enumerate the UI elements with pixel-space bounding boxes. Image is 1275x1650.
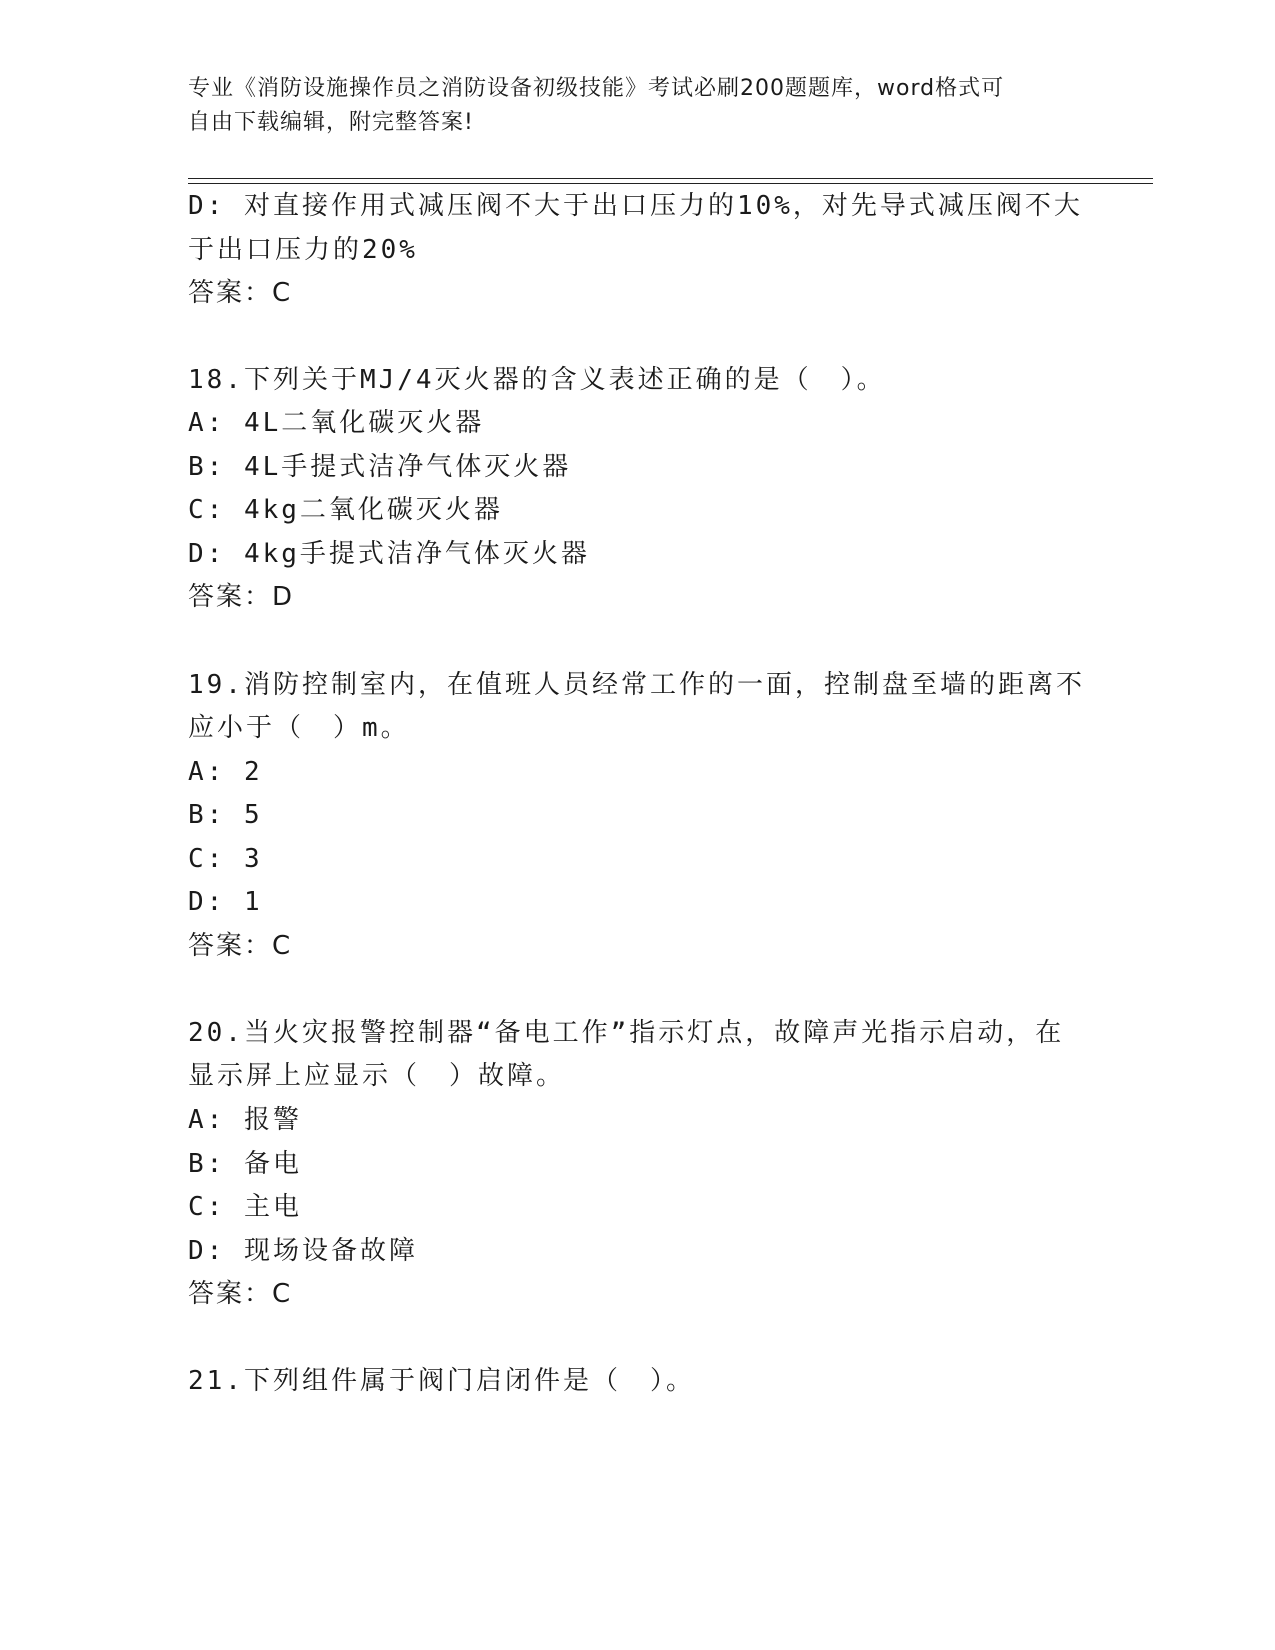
q17-option-d-line1: D: 对直接作用式减压阀不大于出口压力的10%，对先导式减压阀不大 xyxy=(188,191,1083,221)
q19-stem-line2: 应小于（ ）m。 xyxy=(188,713,410,743)
q19-option-c: C: 3 xyxy=(188,844,263,874)
q18-stem: 18.下列关于MJ/4灭火器的含义表述正确的是（ ）。 xyxy=(188,365,886,395)
q20-stem-line1: 20.当火灾报警控制器“备电工作”指示灯点，故障声光指示启动，在 xyxy=(188,1018,1065,1048)
q20-option-a: A: 报警 xyxy=(188,1105,302,1135)
q19-answer: 答案：C xyxy=(188,931,293,961)
q20-stem-line2: 显示屏上应显示（ ）故障。 xyxy=(188,1061,566,1091)
q19-option-d: D: 1 xyxy=(188,887,263,917)
header-title-line2: 自由下载编辑，附完整答案! xyxy=(188,110,474,135)
q19-option-a: A: 2 xyxy=(188,757,263,787)
q18-option-c: C: 4kg二氧化碳灭火器 xyxy=(188,495,503,525)
q18-option-b: B: 4L手提式洁净气体灭火器 xyxy=(188,452,572,482)
header-divider-top xyxy=(188,178,1153,179)
q17-option-d-line2: 于出口压力的20% xyxy=(188,235,418,265)
q20-answer: 答案：C xyxy=(188,1279,293,1309)
document-header xyxy=(188,72,1068,140)
q21-stem: 21.下列组件属于阀门启闭件是（ ）。 xyxy=(188,1366,695,1396)
q19-option-b: B: 5 xyxy=(188,800,263,830)
q19-stem-line1: 19.消防控制室内，在值班人员经常工作的一面，控制盘至墙的距离不 xyxy=(188,670,1085,700)
q20-option-d: D: 现场设备故障 xyxy=(188,1236,418,1266)
q20-option-c: C: 主电 xyxy=(188,1192,302,1222)
q18-answer: 答案：D xyxy=(188,582,295,612)
q17-answer: 答案：C xyxy=(188,278,293,308)
header-divider-bottom xyxy=(188,183,1153,184)
q20-option-b: B: 备电 xyxy=(188,1149,302,1179)
header-title-line1: 专业《消防设施操作员之消防设备初级技能》考试必刷200题题库，word格式可 xyxy=(188,76,1005,101)
q18-option-d: D: 4kg手提式洁净气体灭火器 xyxy=(188,539,590,569)
q18-option-a: A: 4L二氧化碳灭火器 xyxy=(188,408,485,438)
